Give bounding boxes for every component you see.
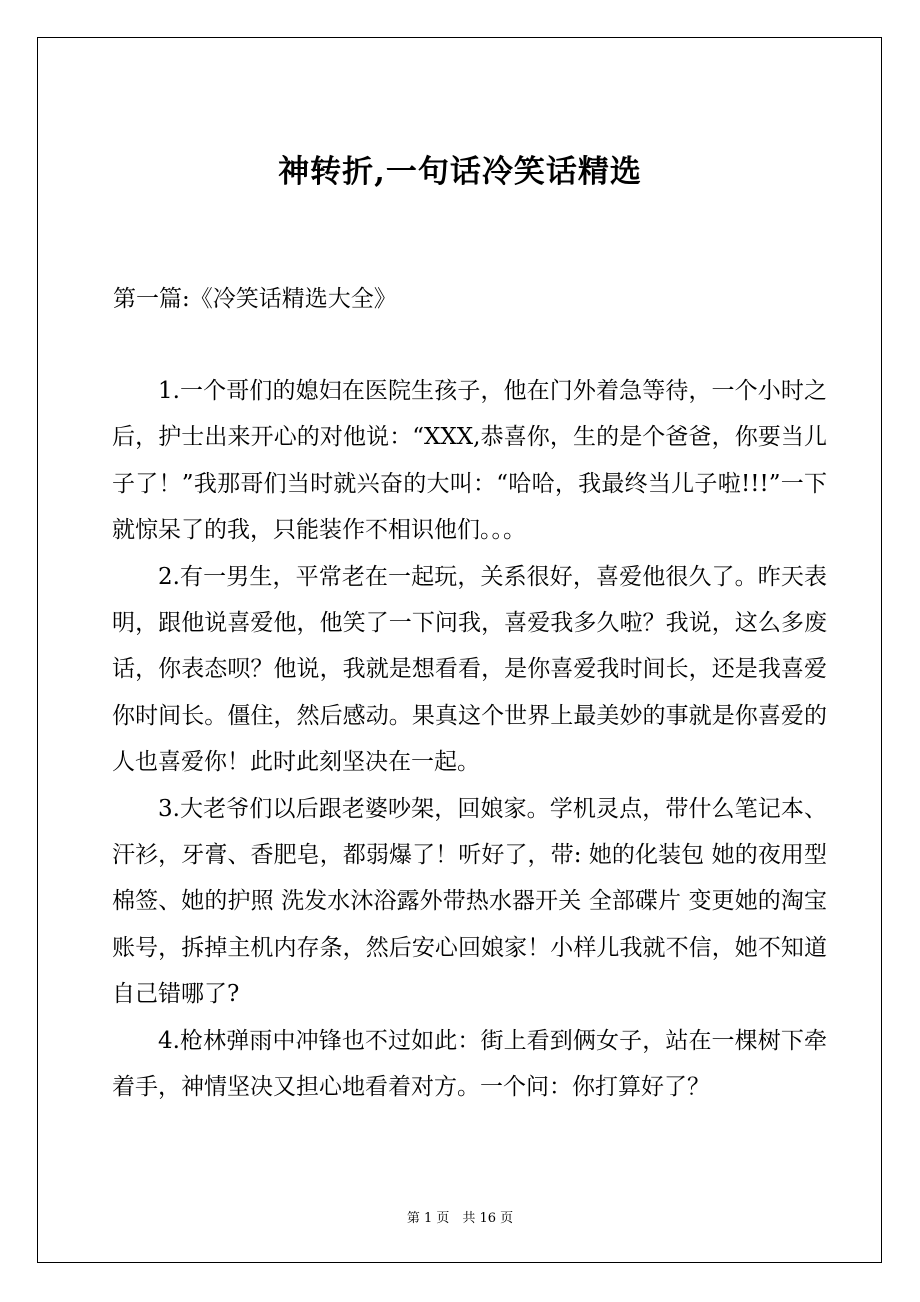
section-heading: 第一篇:《冷笑话精选大全》 [113,286,397,312]
document-title: 神转折,一句话冷笑话精选 [278,154,642,190]
body-text [112,368,827,1111]
paragraph: 3.大老爷们以后跟老婆吵架，回娘家。学机灵点，带什么笔记本、汗衫，牙膏、香肥皂，都弱爆了！听好了，带: 她的化装包 她的夜用型棉签、她的护照 洗发水沐浴露外带热水器开关 全部碟片 变更她的淘宝账号，拆掉主机内存条，然后安心回娘家！小样儿我就不信，她不知道自己错哪了? [112,795,827,1008]
paragraph: 4.枪林弹雨中冲锋也不过如此：街上看到俩女子，站在一棵树下牵着手，神情坚决又担心地看着对方。一个问：你打算好了？ [112,1027,827,1101]
page-number: 第 1 页 共 16 页 [406,1211,514,1226]
paragraph: 1.一个哥们的媳妇在医院生孩子，他在门外着急等待，一个小时之后，护士出来开心的对他说：“XXX,恭喜你，生的是个爸爸，你要当儿子了！”我那哥们当时就兴奋的大叫：“哈哈，我最终当儿子啦!!!”一下就惊呆了的我，只能装作不相识他们。。。 [112,378,827,544]
paragraph: 2.有一男生，平常老在一起玩，关系很好，喜爱他很久了。昨天表明，跟他说喜爱他，他笑了一下问我，喜爱我多久啦？我说，这么多废话，你表态呗？他说，我就是想看看，是你喜爱我时间长，还是我喜爱你时间长。僵住，然后感动。果真这个世界上最美妙的事就是你喜爱的人也喜爱你！此时此刻坚决在一起。 [112,563,827,776]
